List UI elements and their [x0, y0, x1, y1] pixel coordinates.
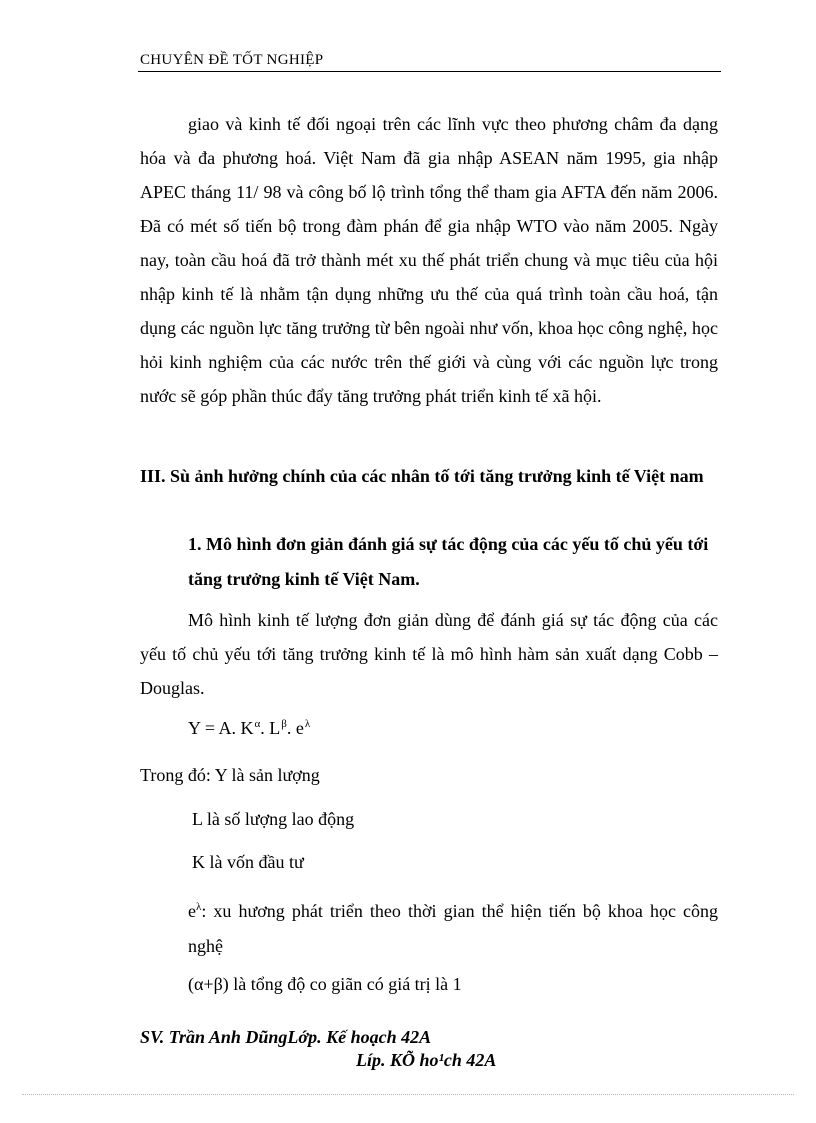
definition-k: K là vốn đầu tư	[192, 852, 304, 872]
formula-part-lhs: Y = A. K	[188, 718, 254, 738]
cobb-douglas-formula	[188, 718, 310, 739]
formula-beta: β	[281, 718, 287, 730]
definition-e-text: : xu hương phát triển theo thời gian thể hiện tiến bộ khoa học công nghệ	[188, 901, 718, 956]
footer-author-line: SV. Trần Anh DũngLớp. Kế hoạch 42A	[140, 1027, 432, 1047]
page-header-title: CHUYÊN ĐỀ TỐT NGHIỆP	[140, 52, 324, 68]
paragraph-integration: giao và kinh tế đối ngoại trên các lĩnh vực theo phương châm đa dạng hóa và đa phương hoá. Việt Nam đã gia nhập ASEAN năm 1995, gia nhập APEC tháng 11/ 98 và công bố lộ trình tổng thể tham gia AFTA đến năm 2006. Đã có mét số tiến bộ trong đàm phán để gia nhập WTO vào năm 2005. Ngày nay, toàn cầu hoá đã trở thành mét xu thế phát triển chung và mục tiêu của hội nhập kinh tế là nhằm tận dụng những ưu thế của quá trình toàn cầu hoá, tận dụng các nguồn lực tăng trưởng từ bên ngoài như vốn, khoa học công nghệ, học hỏi kinh nghiệm của các nước trên thế giới và cùng với các nguồn lực trong nước sẽ góp phần thúc đẩy tăng trưởng phát triển kinh tế xã hội.	[140, 114, 718, 406]
header-divider	[138, 71, 721, 72]
section-heading-iii: III. Sù ảnh hưởng chính của các nhân tố tới tăng trưởng kinh tế Việt nam	[140, 466, 704, 486]
definition-alpha-beta: (α+β) là tổng độ co giãn có giá trị là 1	[188, 974, 462, 994]
footer-class-line: Líp. KÕ ho¹ch 42A	[356, 1050, 497, 1070]
definition-y: Trong đó: Y là sản lượng	[140, 765, 320, 785]
subsection-heading-1: 1. Mô hình đơn giản đánh giá sự tác động của các yếu tố chủ yếu tới tăng trưởng kinh tế Việt Nam.	[188, 534, 709, 589]
formula-alpha: α	[254, 718, 261, 730]
formula-lambda: λ	[304, 718, 311, 730]
definition-e-lambda	[188, 890, 718, 964]
definition-l: L là số lượng lao động	[192, 809, 355, 829]
paragraph-model-description: Mô hình kinh tế lượng đơn giản dùng để đánh giá sự tác động của các yếu tố chủ yếu tới tăng trưởng kinh tế là mô hình hàm sản xuất dạng Cobb – Douglas.	[140, 610, 718, 698]
definition-e-sup: λ	[196, 901, 202, 913]
definition-e-base: e	[188, 901, 196, 921]
page-bottom-divider	[22, 1094, 794, 1095]
formula-part-mid1: . L	[260, 718, 281, 738]
formula-part-mid2: . e	[286, 718, 304, 738]
